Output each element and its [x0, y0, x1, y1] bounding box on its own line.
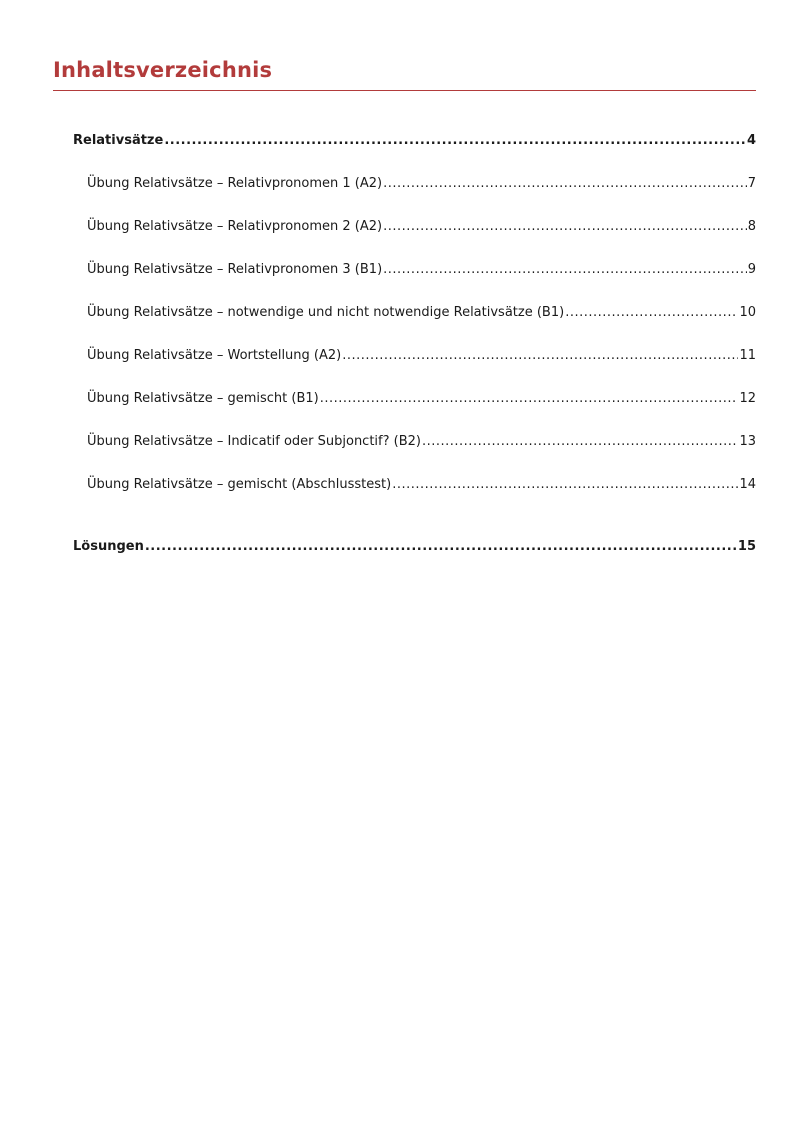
toc-page-number: 11 [739, 348, 756, 363]
toc-entry-notwendige[interactable] [87, 305, 756, 321]
toc-page-number: 14 [739, 477, 756, 492]
dot-leader [383, 262, 747, 278]
toc-entry-label: Relativsätze [73, 133, 164, 148]
toc-page-number: 10 [739, 305, 756, 320]
toc-entry-wortstellung[interactable] [87, 348, 756, 364]
dot-leader [342, 348, 738, 364]
toc-entry-relativpronomen-2[interactable] [87, 219, 756, 235]
title-divider [53, 90, 756, 91]
toc-entry-label: Übung Relativsätze – notwendige und nicht notwendige Relativsätze (B1) [87, 305, 565, 320]
toc-page-number: 13 [739, 434, 756, 449]
toc-page-number: 7 [747, 176, 756, 191]
toc-entry-label: Übung Relativsätze – gemischt (Abschlusstest) [87, 477, 392, 492]
dot-leader [383, 176, 747, 192]
toc-entry-abschlusstest[interactable] [87, 477, 756, 493]
toc-entry-label: Übung Relativsätze – Indicatif oder Subjonctif? (B2) [87, 434, 421, 449]
toc-entry-gemischt-b1[interactable] [87, 391, 756, 407]
toc-page-number: 12 [739, 391, 756, 406]
toc-entry-label: Übung Relativsätze – Relativpronomen 1 (A2) [87, 176, 383, 191]
toc-page-number: 8 [747, 219, 756, 234]
toc-page-number: 9 [747, 262, 756, 277]
dot-leader [383, 219, 747, 235]
toc-entry-label: Lösungen [73, 539, 144, 554]
toc-entry-relativsaetze[interactable] [73, 133, 756, 149]
dot-leader [320, 391, 739, 407]
toc-entry-label: Übung Relativsätze – Wortstellung (A2) [87, 348, 342, 363]
page-title: Inhaltsverzeichnis [53, 58, 273, 82]
toc-page-number: 4 [746, 133, 756, 148]
dot-leader [392, 477, 738, 493]
toc-entry-relativpronomen-3[interactable] [87, 262, 756, 278]
toc-entry-label: Übung Relativsätze – Relativpronomen 2 (A2) [87, 219, 383, 234]
dot-leader [164, 133, 746, 149]
dot-leader [145, 539, 737, 555]
toc-entry-loesungen[interactable] [73, 539, 756, 555]
toc-entry-label: Übung Relativsätze – gemischt (B1) [87, 391, 319, 406]
toc-entry-label: Übung Relativsätze – Relativpronomen 3 (B1) [87, 262, 383, 277]
toc-entry-indicatif-subjonctif[interactable] [87, 434, 756, 450]
dot-leader [565, 305, 738, 321]
dot-leader [422, 434, 738, 450]
toc-entry-relativpronomen-1[interactable] [87, 176, 756, 192]
toc-page-number: 15 [737, 539, 756, 554]
